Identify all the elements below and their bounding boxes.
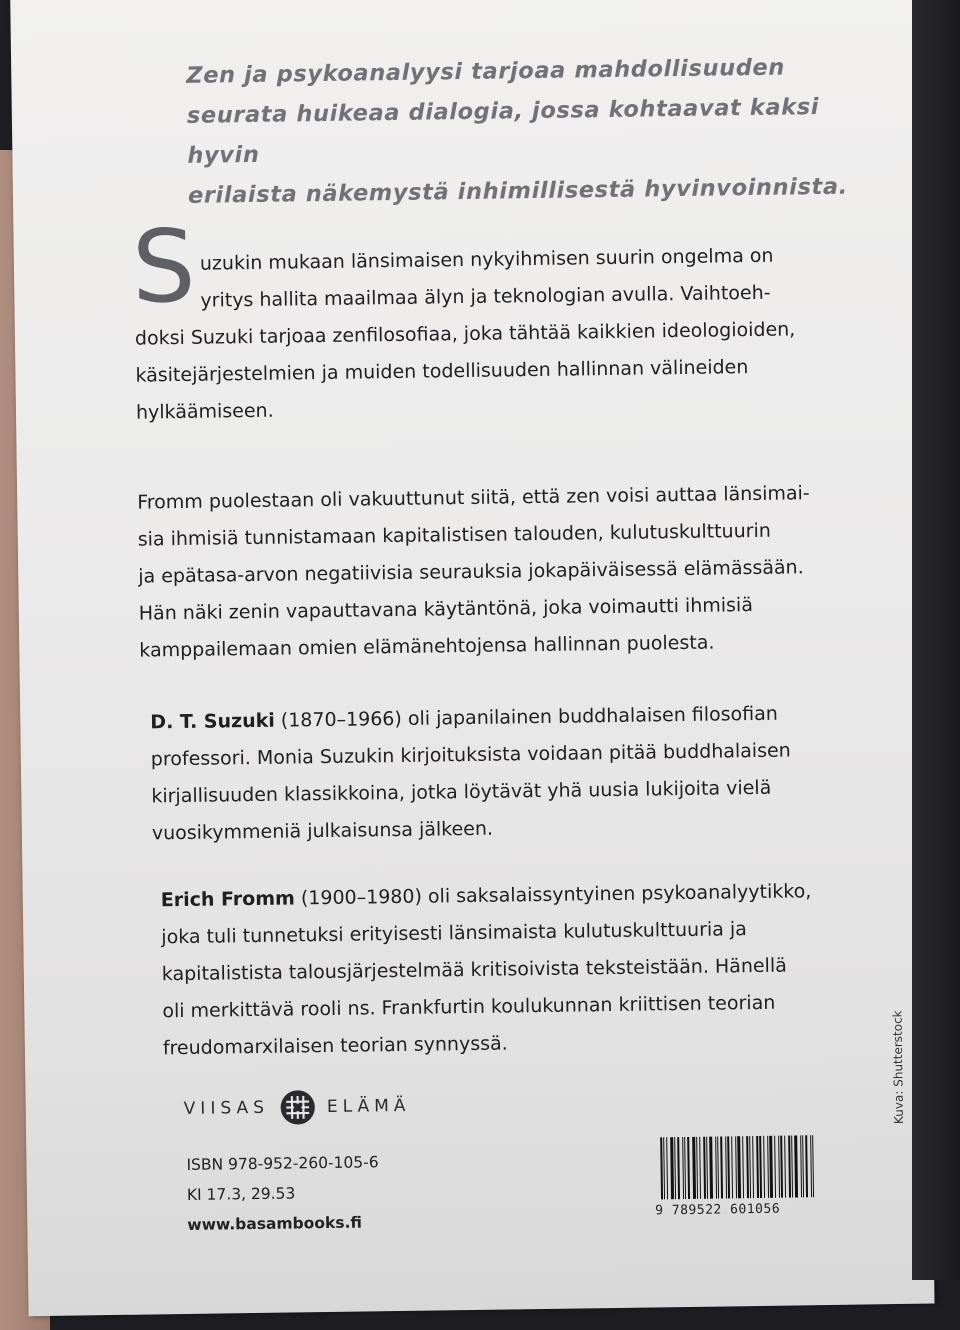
barcode-bar [684,1137,686,1199]
author-name-suzuki: D. T. Suzuki [150,709,275,734]
barcode-bar [784,1136,786,1198]
publisher-name-right: ELÄMÄ [326,1095,411,1118]
ki-code: KI 17.3, 29.53 [186,1184,296,1204]
paragraph-line: kamppailemaan omien elämänehtojensa hallinnan puolesta. [139,631,715,662]
bio-line: freudomarxilaisen teorian synnyssä. [162,1032,508,1060]
fromm-bio [161,872,884,1067]
intro-line: yritys hallita maailmaa älyn ja teknologian avulla. Vaihtoeh- [200,281,771,312]
barcode-bar [706,1137,708,1199]
barcode-bar [720,1136,723,1198]
isbn: ISBN 978-952-260-105-6 [186,1153,379,1174]
barcode-bar [717,1137,719,1199]
intro-line: hylkäämiseen. [135,399,274,424]
barcode-bar [727,1136,730,1198]
barcode-bar [769,1136,773,1198]
publisher-logo [183,1087,410,1128]
barcode-bar [752,1136,754,1198]
barcode-bar [812,1135,814,1197]
photo-credit: Kuva: Shutterstock [890,1010,907,1125]
intro-paragraph [134,237,857,432]
barcode-bar [709,1137,713,1199]
bio-line: joka tuli tunnetuksi erityisesti länsimaista kulutuskulttuuria ja [161,918,747,949]
barcode-bar [699,1137,701,1199]
barcode-number: 9 789522 601056 [655,1201,781,1219]
paragraph-line: sia ihmisiä tunnistamaan kapitalistisen talouden, kulutuskulttuurin [137,519,771,551]
tagline-line: erilaista näkemystä inhimillisestä hyvinvoinnista. [187,173,848,209]
barcode-bar [742,1136,744,1198]
paragraph-line: ja epätasa-arvon negatiivisia seurauksia jokapäiväisessä elämässään. [138,556,804,588]
barcode-bar [666,1137,668,1199]
bio-line: kapitalistista talousjärjestelmää kritisoivista teksteistään. Hänellä [161,954,787,986]
intro-line: uzukin mukaan länsimaisen nykyihmisen suurin ongelma on [199,244,774,275]
barcode-bar [749,1136,751,1198]
intro-line: doksi Suzuki tarjoaa zenfilosofiaa, joka tähtää kaikkien ideologioiden, [134,318,796,350]
barcode-bars [646,1135,817,1203]
barcode-bar [663,1137,665,1199]
tagline-line: Zen ja psykoanalyysi tarjoaa mahdollisuuden [186,54,786,89]
fromm-paragraph [137,475,860,670]
book-back-cover [10,0,934,1316]
barcode-bar [802,1135,804,1197]
bio-line: oli merkittävä rooli ns. Frankfurtin koulukunnan kriittisen teorian [162,991,776,1023]
intro-line: käsitejärjestelmien ja muiden todellisuuden hallinnan välineiden [135,356,749,387]
bio-line: (1900–1980) oli saksalaissyntyinen psykoanalyytikko, [294,880,812,910]
barcode-bar [737,1136,741,1198]
suzuki-bio [150,694,872,852]
author-name-fromm: Erich Fromm [160,887,296,912]
barcode-bar [731,1136,733,1198]
barcode-bar [677,1137,680,1199]
barcode-bar [687,1137,690,1199]
barcode-bar [774,1136,776,1198]
barcode-bar [791,1136,793,1198]
barcode-bar [763,1136,765,1198]
barcode-bar [674,1137,676,1199]
bio-line: professori. Monia Suzukin kirjoituksista voidaan pitää buddhalaisen [150,739,791,771]
barcode-bar [696,1137,698,1199]
tagline [186,47,848,216]
paragraph-line: Fromm puolestaan oli vakuuttunut siitä, että zen voisi auttaa länsimai- [137,482,810,514]
barcode [646,1135,817,1227]
barcode-bar [805,1135,808,1197]
bio-line: (1870–1966) oli japanilainen buddhalaisen filosofian [274,702,779,732]
barcode-bar [759,1136,762,1198]
publisher-name-left: VIISAS [183,1097,270,1120]
tagline-line: seurata huikeaa dialogia, jossa kohtaavat kaksi hyvin [186,94,820,169]
isbn-block [186,1147,379,1240]
bio-line: vuosikymmeniä julkaisunsa jälkeen. [151,817,494,845]
barcode-bar [780,1136,783,1198]
bio-line: kirjallisuuden klassikkoina, jotka löytävät yhä uusia lukijoita vielä [151,776,772,808]
background-shadow [912,0,960,1280]
paragraph-line: Hän näki zenin vapauttavana käytäntönä, joka voimautti ihmisiä [138,594,754,625]
publisher-url: www.basambooks.fi [187,1213,363,1234]
barcode-bar [794,1135,798,1197]
knot-logo-icon [279,1088,318,1127]
drop-cap: S [131,207,197,326]
